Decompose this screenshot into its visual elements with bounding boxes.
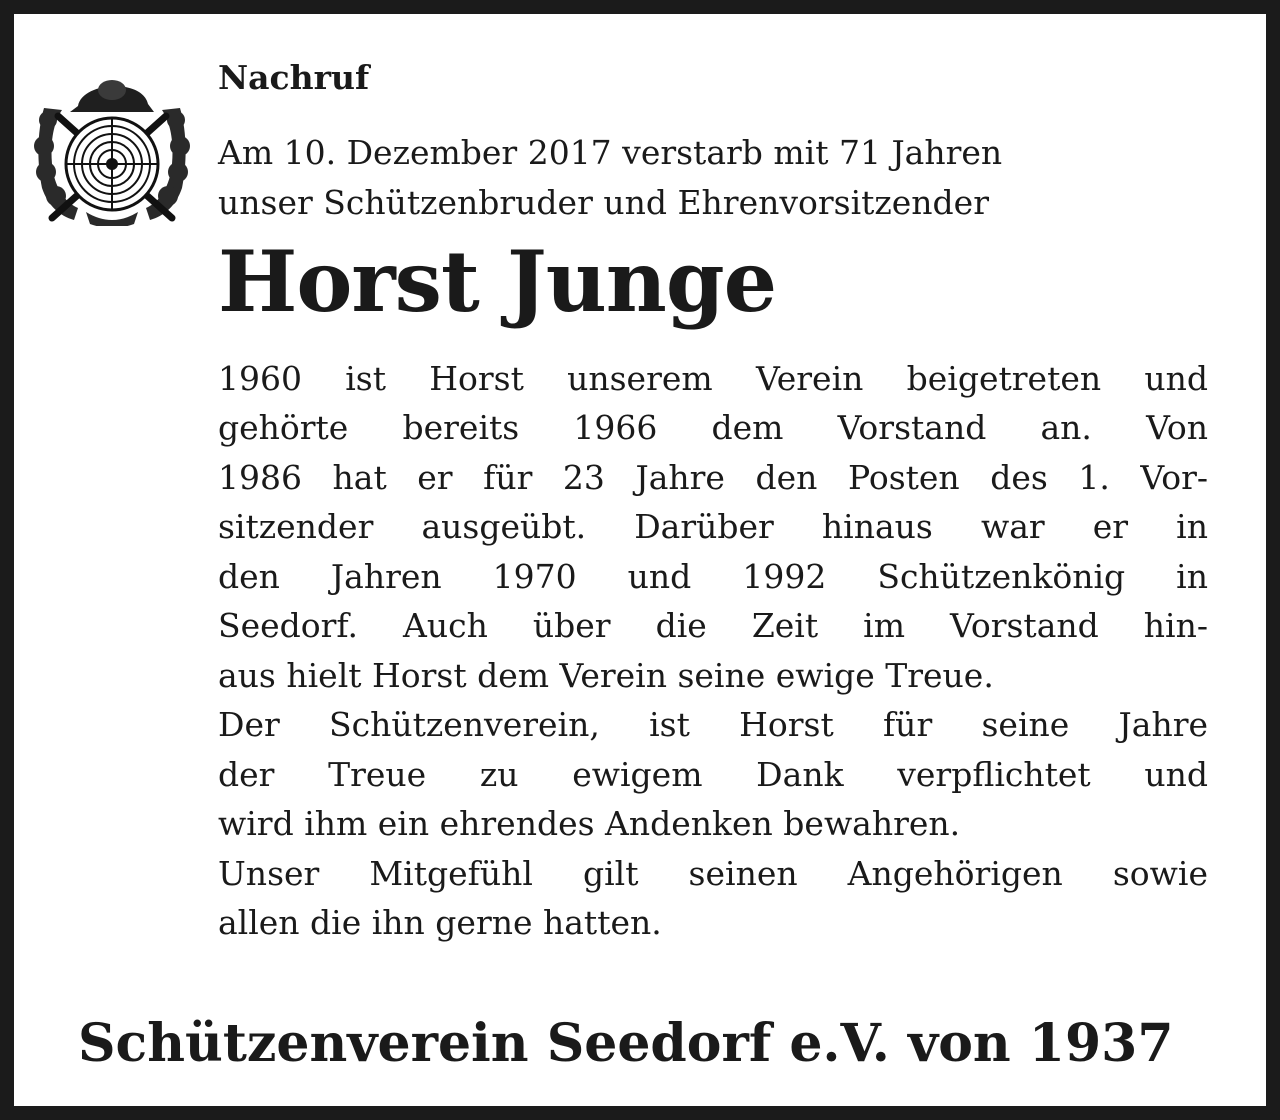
obituary-body [218,354,1208,948]
intro-line: unser Schützenbruder und Ehrenvorsitzender [218,182,989,222]
body-line: Der Schützenverein, ist Horst für seine Jahre [218,705,1208,745]
body-line: 1986 hat er für 23 Jahre den Posten des 1. Vor- [218,457,1208,497]
body-line: 1960 ist Horst unserem Verein beigetreten und [218,358,1208,398]
body-line: allen die ihn gerne hatten. [218,903,662,943]
body-line: gehörte bereits 1966 dem Vorstand an. Von [218,408,1208,448]
body-line: der Treue zu ewigem Dank verpflichtet und [218,754,1208,794]
intro-line: Am 10. Dezember 2017 verstarb mit 71 Jahren [218,132,1003,172]
obituary-content [218,58,1208,948]
deceased-name: Horst Junge [218,231,777,331]
body-line: sitzender ausgeübt. Darüber hinaus war er in [218,507,1208,547]
body-line: wird ihm ein ehrendes Andenken bewahren. [218,804,961,844]
body-line: Seedorf. Auch über die Zeit im Vorstand hin- [218,606,1208,646]
body-line: Unser Mitgefühl gilt seinen Angehörigen sowie [218,853,1208,893]
club-emblem-icon [34,68,190,226]
notice-heading: Nachruf [218,58,370,97]
intro-text [218,128,1208,228]
club-signature: Schützenverein Seedorf e.V. von 1937 [78,1013,1174,1074]
body-line: aus hielt Horst dem Verein seine ewige Treue. [218,655,994,695]
body-line: den Jahren 1970 und 1992 Schützenkönig in [218,556,1208,596]
